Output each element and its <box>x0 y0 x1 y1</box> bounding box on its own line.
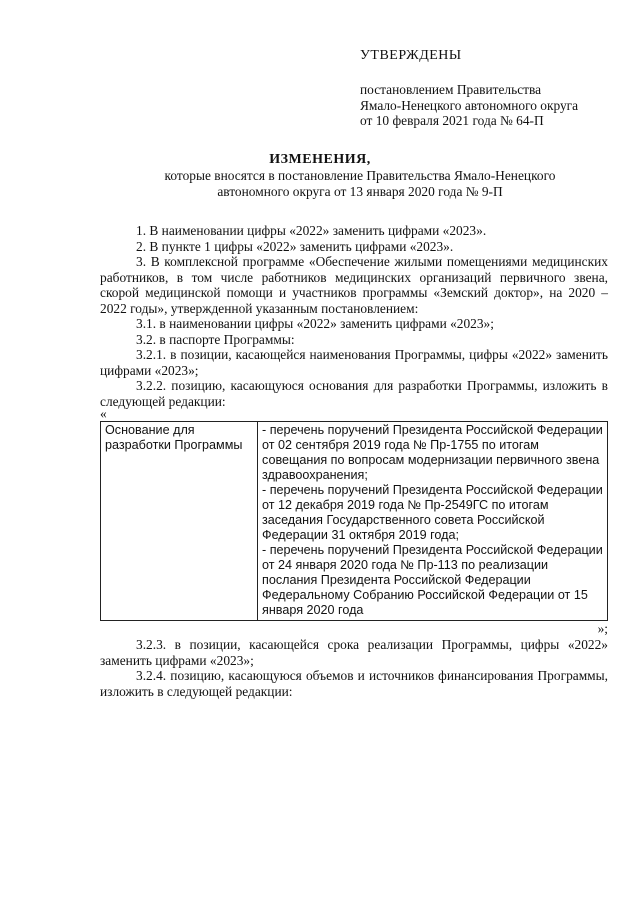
paragraph-1: 1. В наименовании цифры «2022» заменить цифрами «2023». <box>136 223 487 238</box>
approved-heading: УТВЕРЖДЕНЫ <box>360 48 462 63</box>
decree-line: от 10 февраля 2021 года № 64-П <box>360 113 544 128</box>
paragraph-3-2-1: 3.2.1. в позиции, касающейся наименования Программы, цифры «2022» заменить цифрами «2023»; <box>100 347 608 378</box>
quote-open-mark: « <box>100 406 107 421</box>
program-basis-table <box>100 421 608 621</box>
table-label-cell: Основание для разработки Программы <box>101 422 258 621</box>
decree-line: постановлением Правительства <box>360 82 542 97</box>
paragraph-3-2-2: 3.2.2. позицию, касающуюся основания для разработки Программы, изложить в следующей редакции: <box>100 378 608 409</box>
paragraph-3: 3. В комплексной программе «Обеспечение жилыми помещениями медицинских работников, в том числе работников медицинских организаций первичного звена, скорой медицинской помощи и участников программы «Земский доктор», на 2020 – 2022 годы», утвержденной указанным постановлением: <box>100 254 608 316</box>
paragraph-3-2: 3.2. в паспорте Программы: <box>136 331 295 347</box>
subtitle-line: которые вносятся в постановление Правительства Ямало-Ненецкого <box>164 168 556 183</box>
paragraph-3-1: 3.1. в наименовании цифры «2022» заменить цифрами «2023»; <box>136 316 494 331</box>
list-item: - перечень поручений Президента Российской Федерации от 02 сентября 2019 года № Пр-1755 по итогам совещания по вопросам модернизации первичного звена здравоохранения; <box>262 423 603 482</box>
document-title: ИЗМЕНЕНИЯ, <box>269 152 371 167</box>
list-item: - перечень поручений Президента Российской Федерации от 12 декабря 2019 года № Пр-2549ГС по итогам заседания Государственного совета Российской Федерации 31 октября 2019 года; <box>262 483 603 542</box>
table-content-cell <box>258 422 608 621</box>
quote-close-mark: »; <box>597 621 608 636</box>
paragraph-2: 2. В пункте 1 цифры «2022» заменить цифрами «2023». <box>136 238 454 254</box>
subtitle-line: автономного округа от 13 января 2020 года № 9-П <box>217 184 503 199</box>
decree-reference <box>360 82 578 129</box>
paragraph-3-2-3: 3.2.3. в позиции, касающейся срока реализации Программы, цифры «2022» заменить цифрами «2023»; <box>100 637 608 668</box>
table-row <box>101 422 608 621</box>
list-item: - перечень поручений Президента Российской Федерации от 24 января 2020 года № Пр-113 по реализации послания Президента Российской Федерации Федеральному Собранию Российской Федерации от 15 января 2020 года <box>262 543 603 617</box>
document-subtitle <box>130 168 590 200</box>
paragraph-3-2-4: 3.2.4. позицию, касающуюся объемов и источников финансирования Программы, изложить в следующей редакции: <box>100 668 608 699</box>
decree-line: Ямало-Ненецкого автономного округа <box>360 97 579 113</box>
document-body <box>100 223 608 699</box>
